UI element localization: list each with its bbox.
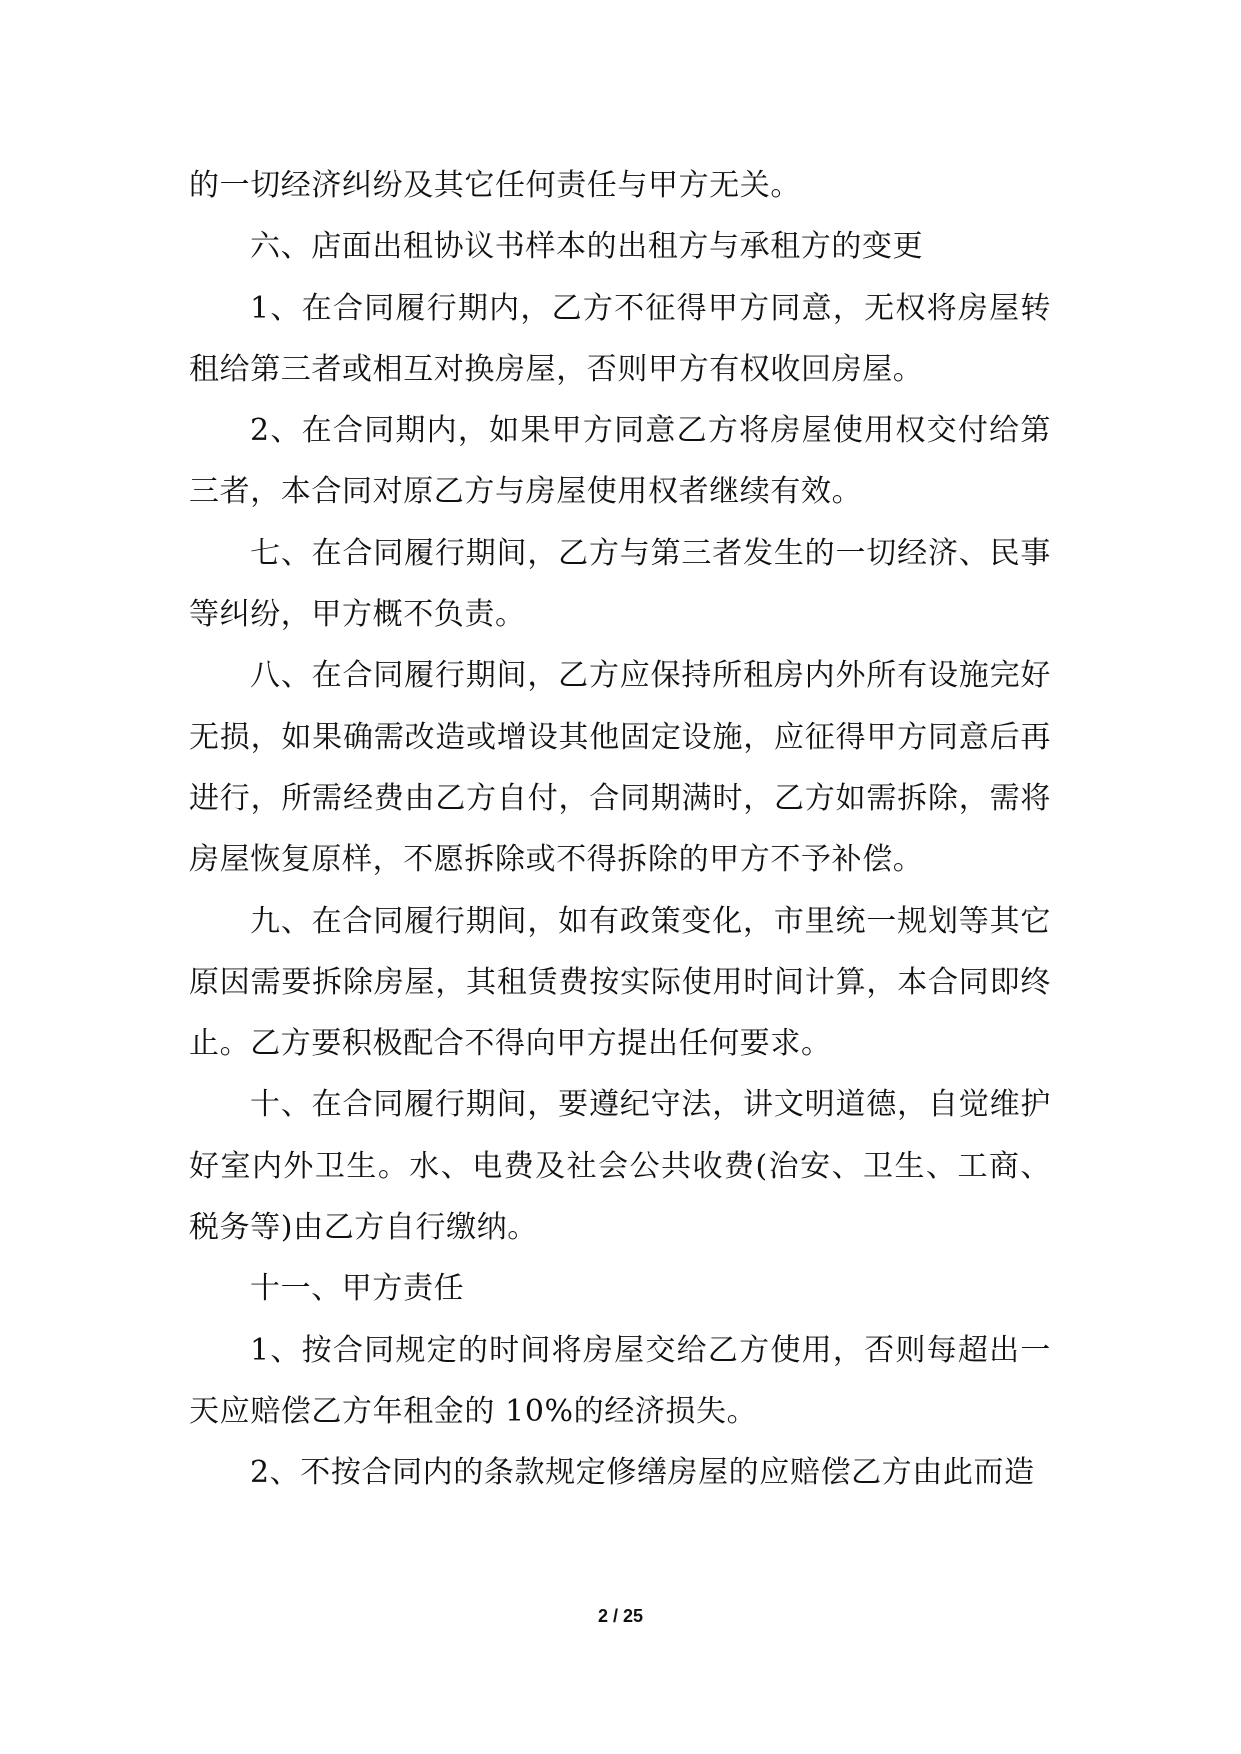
clause-11-2: 2、不按合同内的条款规定修缮房屋的应赔偿乙方由此而造 [250, 1455, 1035, 1491]
clause-6-1: 1、在合同履行期内，乙方不征得甲方同意，无权将房屋转租给第三者或相互对换房屋，否则甲方有权收回房屋。 [189, 290, 1051, 387]
paragraph-continuation: 的一切经济纠纷及其它任何责任与甲方无关。 [189, 168, 801, 203]
clause-11-1: 1、按合同规定的时间将房屋交给乙方使用，否则每超出一天应赔偿乙方年租金的 10%的经济损失。 [189, 1332, 1051, 1429]
section-8: 八、在合同履行期间，乙方应保持所租房内外所有设施完好无损，如果确需改造或增设其他固定设施，应征得甲方同意后再进行，所需经费由乙方自付，合同期满时，乙方如需拆除，需将房屋恢复原样，不愿拆除或不得拆除的甲方不予补偿。 [189, 658, 1051, 878]
section-heading-6: 六、店面出租协议书样本的出租方与承租方的变更 [250, 229, 924, 265]
section-9: 九、在合同履行期间，如有政策变化，市里统一规划等其它原因需要拆除房屋，其租赁费按实际使用时间计算，本合同即终止。乙方要积极配合不得向甲方提出任何要求。 [189, 903, 1051, 1062]
section-heading-11: 十一、甲方责任 [250, 1271, 465, 1307]
section-10: 十、在合同履行期间，要遵纪守法，讲文明道德，自觉维护好室内外卫生。水、电费及社会公共收费(治安、卫生、工商、税务等)由乙方自行缴纳。 [189, 1087, 1051, 1246]
section-7: 七、在合同履行期间，乙方与第三者发生的一切经济、民事等纠纷，甲方概不负责。 [189, 535, 1051, 633]
page-number: 2 / 25 [597, 1606, 644, 1626]
document-body [189, 155, 1051, 1504]
clause-6-2: 2、在合同期内，如果甲方同意乙方将房屋使用权交付给第三者，本合同对原乙方与房屋使用权者继续有效。 [189, 413, 1051, 510]
